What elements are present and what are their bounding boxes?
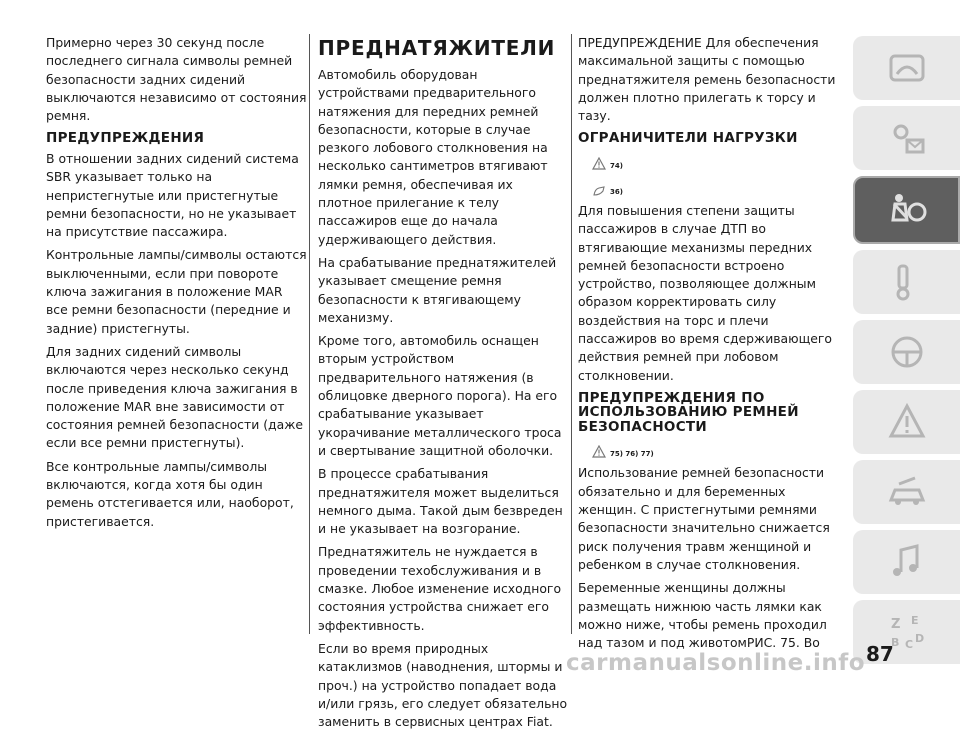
column-middle — [318, 34, 570, 736]
paragraph: ПРЕДУПРЕЖДЕНИЕ Для обеспечения максимальной защиты с помощью преднатяжителя ремень безопасности должен плотно прилегать к торсу и тазу. — [578, 35, 836, 124]
paragraph: Примерно через 30 секунд после последнего сигнала символы ремней безопасности задних сидений выключаются независимо от состояния ремня. — [46, 35, 307, 124]
tab-safety[interactable] — [853, 176, 960, 244]
seat-belt-airbag-icon — [885, 188, 929, 232]
paragraph: Использование ремней безопасности обязательно и для беременных женщин. С пристегнутыми ремнями безопасности значительно снижается риск получения травм женщиной и ребенком в случае столкновения. — [578, 465, 830, 572]
tab-multimedia[interactable] — [853, 530, 960, 594]
warning-reference[interactable] — [592, 150, 840, 170]
paragraph: В процессе срабатывания преднатяжителя может выделиться немного дыма. Такой дым безвреден и не указывает на возгорание. — [318, 466, 563, 537]
starting-key-icon — [885, 260, 929, 304]
column-right — [578, 34, 840, 657]
chapter-tabs — [853, 36, 960, 670]
paragraph: Автомобиль оборудован устройствами предварительного натяжения для передних ремней безопасности, которые в случае резкого лобового столкновения на несколько сантиметров втягивают лямки ремня, обеспечивая их плотное прилегание к телу пассажиров еще до начала удерживающего действия. — [318, 67, 548, 247]
section-heading-load-limiters: ОГРАНИЧИТЕЛИ НАГРУЗКИ — [578, 130, 798, 147]
warning-ref-number: 74) — [610, 161, 623, 170]
tab-starting[interactable] — [853, 250, 960, 314]
section-heading-warnings: ПРЕДУПРЕЖДЕНИЯ — [46, 130, 205, 147]
paragraph: На срабатывание преднатяжителей указывает смещение ремня безопасности к втягивающему механизму. — [318, 254, 557, 325]
paragraph: Для задних сидений символы включаются через несколько секунд после приведения ключа зажигания в положение MAR вне зависимости от состояния ремней безопасности (даже если все ремни пристегнуты). — [46, 343, 303, 451]
svg-text:D: D — [914, 632, 924, 645]
watermark: carmanualsonline.info — [566, 650, 866, 676]
lights-icon — [885, 116, 929, 160]
steering-wheel-icon — [885, 330, 929, 374]
paragraph: Кроме того, автомобиль оснащен вторым устройством предварительного натяжения (в облицовке дверного порога). На его срабатывание указывает укорачивание металлического троса и свертывание защитной оболочки. — [318, 333, 562, 458]
page-number: 87 — [866, 642, 894, 666]
paragraph: Преднатяжитель не нуждается в проведении техобслуживания и в смазке. Любое изменение исходного состояния устройства снижает его эффективность. — [318, 544, 562, 633]
media-icon — [885, 540, 929, 584]
warning-triangle-icon — [592, 445, 606, 458]
warning-triangle-icon — [885, 400, 929, 444]
tab-lights[interactable] — [853, 106, 960, 170]
paragraph: Если во время природных катаклизмов (наводнения, штормы и проч.) на устройство попадает вода и/или грязь, его следует обязательно заменить в сервисных центрах Fiat. — [318, 640, 568, 730]
caution-ref-number: 36) — [610, 187, 623, 196]
caution-reference[interactable] — [592, 176, 840, 196]
tab-maintenance[interactable] — [853, 460, 960, 524]
column-left — [46, 34, 308, 536]
warning-triangle-icon — [592, 157, 606, 170]
svg-text:C: C — [904, 638, 913, 651]
svg-text:B: B — [890, 636, 899, 649]
svg-text:E: E — [910, 614, 919, 627]
caution-hand-icon — [592, 183, 606, 196]
tab-dashboard[interactable] — [853, 36, 960, 100]
tab-driving[interactable] — [853, 320, 960, 384]
paragraph: Для повышения степени защиты пассажиров в случае ДТП во втягивающие механизмы передних ремней безопасности встроено устройство, позволяющее должным образом корректировать силу воздействия на торс и плечи пассажиров во время сдерживающего действия ремней при лобовом столкновении. — [578, 202, 832, 383]
warning-reference[interactable] — [592, 438, 840, 458]
paragraph: Беременные женщины должны размещать нижнюю часть лямки как можно ниже, чтобы ремень проходил над тазом и под животомРИС. 75. Во — [578, 580, 827, 651]
paragraph: В отношении задних сидений система SBR указывает только на непристегнутые или пристегнутые ремни безопасности, но не указывает на присутствие пассажира. — [46, 150, 299, 240]
page-title: ПРЕДНАТЯЖИТЕЛИ — [318, 36, 556, 60]
wrench-car-icon — [885, 470, 929, 514]
warning-ref-numbers: 75) 76) 77) — [610, 450, 654, 459]
column-divider — [571, 34, 572, 634]
column-divider — [309, 34, 310, 634]
paragraph: Все контрольные лампы/символы включаются, когда хотя бы один ремень отстегивается или, наоборот, пристегивается. — [46, 458, 294, 529]
paragraph: Контрольные лампы/символы остаются выключенными, если при повороте ключа зажигания в положение MAR все ремни безопасности (передние и задние) пристегнуты. — [46, 247, 307, 336]
svg-text:Z: Z — [890, 617, 900, 632]
tab-emergency[interactable] — [853, 390, 960, 454]
section-heading-usage-warnings: ПРЕДУПРЕЖДЕНИЯ ПО ИСПОЛЬЗОВАНИЮ РЕМНЕЙ БЕЗОПАСНОСТИ — [578, 389, 799, 435]
dashboard-icon — [885, 46, 929, 90]
